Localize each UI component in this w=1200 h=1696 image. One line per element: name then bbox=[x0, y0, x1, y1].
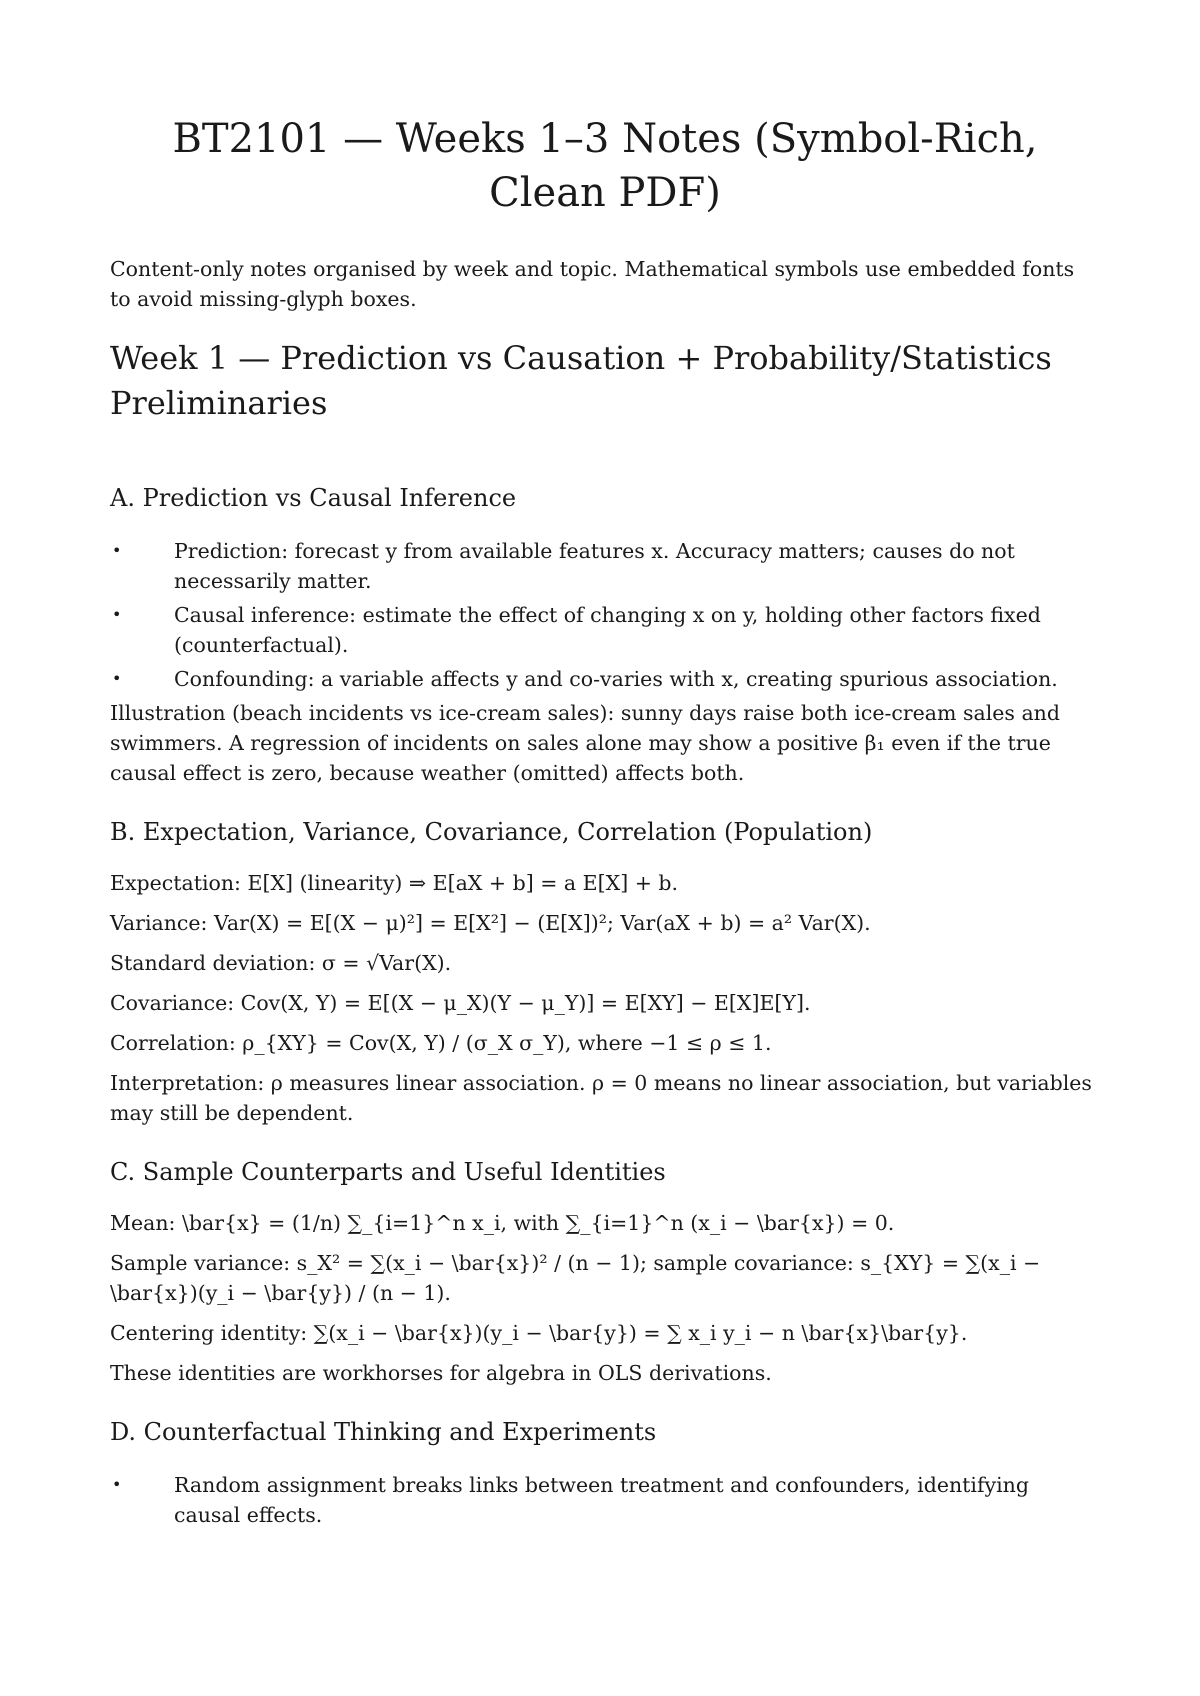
interpretation-line: Interpretation: ρ measures linear association. ρ = 0 means no linear association, but variables may still be dependent. bbox=[110, 1071, 1092, 1125]
bullet-icon: • bbox=[112, 669, 122, 688]
sample-variance-line: Sample variance: s_X² = ∑(x_i − \bar{x})² / (n − 1); sample covariance: s_{XY} = ∑(x_i − \bar{x})(y_i − \bar{y}) / (n − 1). bbox=[110, 1251, 1041, 1305]
list-item-text: Random assignment breaks links between treatment and confounders, identifying causal effects. bbox=[174, 1473, 1030, 1527]
section-d-bullet-list bbox=[110, 1470, 1100, 1530]
section-b-heading: B. Expectation, Variance, Covariance, Correlation (Population) bbox=[110, 818, 873, 846]
section-a-bullet-list bbox=[110, 536, 1100, 694]
list-item-text: Causal inference: estimate the effect of changing x on y, holding other factors fixed (counterfactual). bbox=[174, 603, 1041, 657]
section-a-heading: A. Prediction vs Causal Inference bbox=[110, 484, 517, 512]
list-item bbox=[110, 536, 1100, 596]
illustration-paragraph: Illustration (beach incidents vs ice-cream sales): sunny days raise both ice-cream sales and swimmers. A regression of incidents on sales alone may show a positive β₁ even if the true causal effect is zero, because weather (omitted) affects both. bbox=[110, 701, 1060, 785]
bullet-icon: • bbox=[112, 1475, 122, 1494]
section-c-heading: C. Sample Counterparts and Useful Identities bbox=[110, 1158, 666, 1186]
expectation-line: Expectation: E[X] (linearity) ⇒ E[aX + b] = a E[X] + b. bbox=[110, 871, 679, 895]
document-title: BT2101 — Weeks 1–3 Notes (Symbol-Rich, Clean PDF) bbox=[172, 116, 1038, 216]
section-c-body bbox=[110, 1208, 1100, 1388]
list-item bbox=[110, 1470, 1100, 1530]
section-d-heading: D. Counterfactual Thinking and Experiments bbox=[110, 1418, 657, 1446]
section-b-body bbox=[110, 868, 1100, 1128]
bullet-icon: • bbox=[112, 605, 122, 624]
week1-heading: Week 1 — Prediction vs Causation + Probability/Statistics Preliminaries bbox=[110, 339, 1052, 422]
mean-line: Mean: \bar{x} = (1/n) ∑_{i=1}^n x_i, with ∑_{i=1}^n (x_i − \bar{x}) = 0. bbox=[110, 1211, 895, 1235]
std-dev-line: Standard deviation: σ = √Var(X). bbox=[110, 951, 452, 975]
centering-identity-line: Centering identity: ∑(x_i − \bar{x})(y_i − \bar{y}) = ∑ x_i y_i − n \bar{x}\bar{y}. bbox=[110, 1321, 968, 1345]
list-item-text: Confounding: a variable affects y and co-varies with x, creating spurious association. bbox=[174, 667, 1058, 691]
document-page bbox=[110, 100, 1100, 1534]
section-a-body bbox=[110, 536, 1100, 788]
list-item bbox=[110, 600, 1100, 660]
list-item-text: Prediction: forecast y from available features x. Accuracy matters; causes do not necessarily matter. bbox=[174, 539, 1015, 593]
intro-paragraph: Content-only notes organised by week and topic. Mathematical symbols use embedded fonts to avoid missing-glyph boxes. bbox=[110, 257, 1075, 311]
list-item bbox=[110, 664, 1100, 694]
bullet-icon: • bbox=[112, 541, 122, 560]
variance-line: Variance: Var(X) = E[(X − μ)²] = E[X²] − (E[X])²; Var(aX + b) = a² Var(X). bbox=[110, 911, 871, 935]
identities-note-line: These identities are workhorses for algebra in OLS derivations. bbox=[110, 1361, 772, 1385]
covariance-line: Covariance: Cov(X, Y) = E[(X − μ_X)(Y − μ_Y)] = E[XY] − E[X]E[Y]. bbox=[110, 991, 811, 1015]
correlation-line: Correlation: ρ_{XY} = Cov(X, Y) / (σ_X σ_Y), where −1 ≤ ρ ≤ 1. bbox=[110, 1031, 772, 1055]
section-d-body bbox=[110, 1470, 1100, 1530]
